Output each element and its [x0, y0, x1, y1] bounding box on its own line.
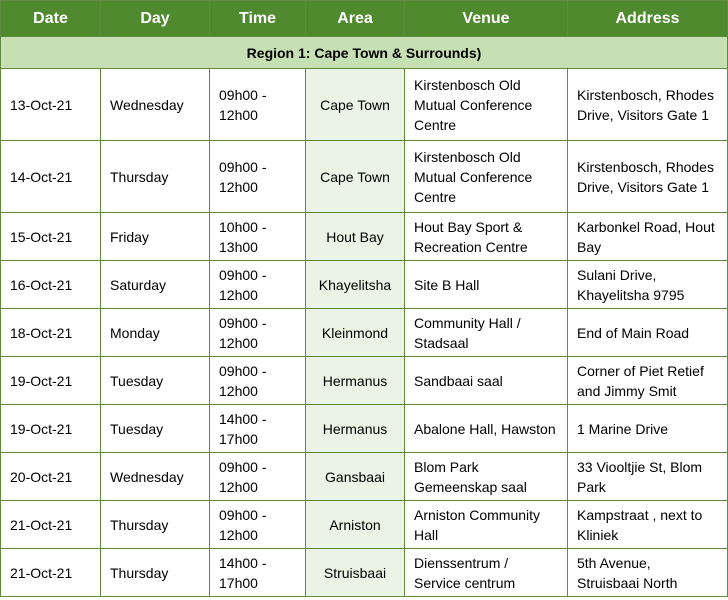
cell-time [210, 141, 306, 213]
cell-line: Kirstenbosch Old [414, 148, 521, 165]
cell-line: 1 Marine Drive [577, 420, 669, 437]
cell-date: 20-Oct-21 [1, 453, 101, 501]
cell-line: End of Main Road [577, 324, 690, 341]
cell-line: 13h00 [219, 238, 258, 255]
cell-line: 17h00 [219, 574, 258, 591]
cell-address [568, 261, 728, 309]
cell-line: Drive, Visitors Gate 1 [577, 106, 710, 123]
cell-line: Hall [414, 526, 439, 543]
table-row [1, 69, 728, 141]
cell-address [568, 453, 728, 501]
cell-date: 21-Oct-21 [1, 501, 101, 549]
cell-address [568, 501, 728, 549]
cell-date: 18-Oct-21 [1, 309, 101, 357]
cell-day: Thursday [101, 501, 210, 549]
cell-line: Arniston Community [414, 506, 541, 523]
cell-line: Kampstraat , next to [577, 506, 703, 523]
table-row [1, 405, 728, 453]
cell-line: Site B Hall [414, 276, 480, 293]
cell-time [210, 213, 306, 261]
cell-address [568, 549, 728, 597]
cell-line: Centre [414, 188, 457, 205]
cell-line: 14h00 - [219, 554, 267, 571]
table-row [1, 549, 728, 597]
cell-line: 17h00 [219, 430, 258, 447]
cell-address [568, 69, 728, 141]
cell-date: 16-Oct-21 [1, 261, 101, 309]
cell-line: Struisbaai North [577, 574, 678, 591]
cell-line: 12h00 [219, 286, 258, 303]
cell-line: Service centrum [414, 574, 516, 591]
cell-line: Kliniek [577, 526, 619, 543]
cell-line: 09h00 - [219, 266, 267, 283]
cell-venue [405, 501, 568, 549]
cell-line: Sandbaai saal [414, 372, 503, 389]
header-row [1, 1, 728, 37]
cell-line: 12h00 [219, 478, 258, 495]
cell-line: 12h00 [219, 526, 258, 543]
cell-day: Wednesday [101, 453, 210, 501]
cell-line: 09h00 - [219, 86, 267, 103]
cell-area: Kleinmond [306, 309, 405, 357]
cell-line: 09h00 - [219, 314, 267, 331]
header-venue: Venue [405, 1, 568, 37]
table-row [1, 453, 728, 501]
cell-line: Kirstenbosch, Rhodes [577, 86, 714, 103]
cell-day: Thursday [101, 141, 210, 213]
cell-day: Wednesday [101, 69, 210, 141]
cell-line: 12h00 [219, 334, 258, 351]
cell-line: Gemeenskap saal [414, 478, 527, 495]
cell-venue [405, 213, 568, 261]
cell-time [210, 357, 306, 405]
cell-day: Friday [101, 213, 210, 261]
cell-venue [405, 261, 568, 309]
cell-time [210, 69, 306, 141]
cell-line: Corner of Piet Retief [577, 362, 704, 379]
cell-venue [405, 69, 568, 141]
cell-venue [405, 549, 568, 597]
cell-date: 19-Oct-21 [1, 405, 101, 453]
cell-time [210, 453, 306, 501]
cell-date: 15-Oct-21 [1, 213, 101, 261]
table-row [1, 261, 728, 309]
cell-venue [405, 405, 568, 453]
cell-address [568, 405, 728, 453]
header-date: Date [1, 1, 101, 37]
cell-address [568, 357, 728, 405]
cell-line: Blom Park [414, 458, 479, 475]
table-row [1, 501, 728, 549]
cell-date: 19-Oct-21 [1, 357, 101, 405]
cell-area: Khayelitsha [306, 261, 405, 309]
cell-time [210, 309, 306, 357]
cell-venue [405, 309, 568, 357]
cell-day: Thursday [101, 549, 210, 597]
cell-line: 12h00 [219, 178, 258, 195]
cell-line: Karbonkel Road, Hout [577, 218, 715, 235]
cell-line: 12h00 [219, 106, 258, 123]
cell-venue [405, 453, 568, 501]
table-body [1, 37, 728, 597]
cell-time [210, 405, 306, 453]
cell-time [210, 501, 306, 549]
cell-line: Sulani Drive, [577, 266, 657, 283]
region-row [1, 37, 728, 69]
cell-line: 12h00 [219, 382, 258, 399]
cell-line: Bay [577, 238, 602, 255]
cell-line: Khayelitsha 9795 [577, 286, 685, 303]
cell-area: Hout Bay [306, 213, 405, 261]
header-area: Area [306, 1, 405, 37]
region-title: Region 1: Cape Town & Surrounds) [1, 37, 728, 69]
cell-line: 09h00 - [219, 506, 267, 523]
cell-line: Abalone Hall, Hawston [414, 420, 556, 437]
cell-line: Kirstenbosch Old [414, 76, 521, 93]
cell-area: Gansbaai [306, 453, 405, 501]
cell-date: 21-Oct-21 [1, 549, 101, 597]
cell-line: Hout Bay Sport & [414, 218, 523, 235]
header-time: Time [210, 1, 306, 37]
cell-day: Tuesday [101, 357, 210, 405]
cell-area: Cape Town [306, 69, 405, 141]
cell-area: Cape Town [306, 141, 405, 213]
cell-line: 33 Viooltjie St, Blom [577, 458, 703, 475]
cell-date: 14-Oct-21 [1, 141, 101, 213]
cell-line: 09h00 - [219, 362, 267, 379]
cell-area: Hermanus [306, 405, 405, 453]
cell-area: Struisbaai [306, 549, 405, 597]
cell-line: Community Hall / [414, 314, 521, 331]
cell-line: Park [577, 478, 606, 495]
cell-line: Kirstenbosch, Rhodes [577, 158, 714, 175]
cell-day: Monday [101, 309, 210, 357]
cell-day: Tuesday [101, 405, 210, 453]
table-row [1, 309, 728, 357]
cell-line: Mutual Conference [414, 96, 533, 113]
table-row [1, 357, 728, 405]
cell-line: Recreation Centre [414, 238, 528, 255]
cell-address [568, 141, 728, 213]
cell-line: Stadsaal [414, 334, 469, 351]
table-header [1, 1, 728, 37]
header-day: Day [101, 1, 210, 37]
cell-line: Mutual Conference [414, 168, 533, 185]
cell-address [568, 213, 728, 261]
cell-line: and Jimmy Smit [577, 382, 677, 399]
cell-line: Drive, Visitors Gate 1 [577, 178, 710, 195]
header-address: Address [568, 1, 728, 37]
table-row [1, 141, 728, 213]
cell-venue [405, 357, 568, 405]
cell-address [568, 309, 728, 357]
cell-line: 09h00 - [219, 158, 267, 175]
cell-time [210, 549, 306, 597]
cell-area: Hermanus [306, 357, 405, 405]
cell-line: 10h00 - [219, 218, 267, 235]
cell-line: 14h00 - [219, 410, 267, 427]
cell-day: Saturday [101, 261, 210, 309]
cell-line: 09h00 - [219, 458, 267, 475]
cell-line: 5th Avenue, [577, 554, 651, 571]
cell-line: Centre [414, 116, 457, 133]
cell-area: Arniston [306, 501, 405, 549]
cell-date: 13-Oct-21 [1, 69, 101, 141]
cell-venue [405, 141, 568, 213]
cell-time [210, 261, 306, 309]
table-row [1, 213, 728, 261]
cell-line: Dienssentrum / [414, 554, 509, 571]
